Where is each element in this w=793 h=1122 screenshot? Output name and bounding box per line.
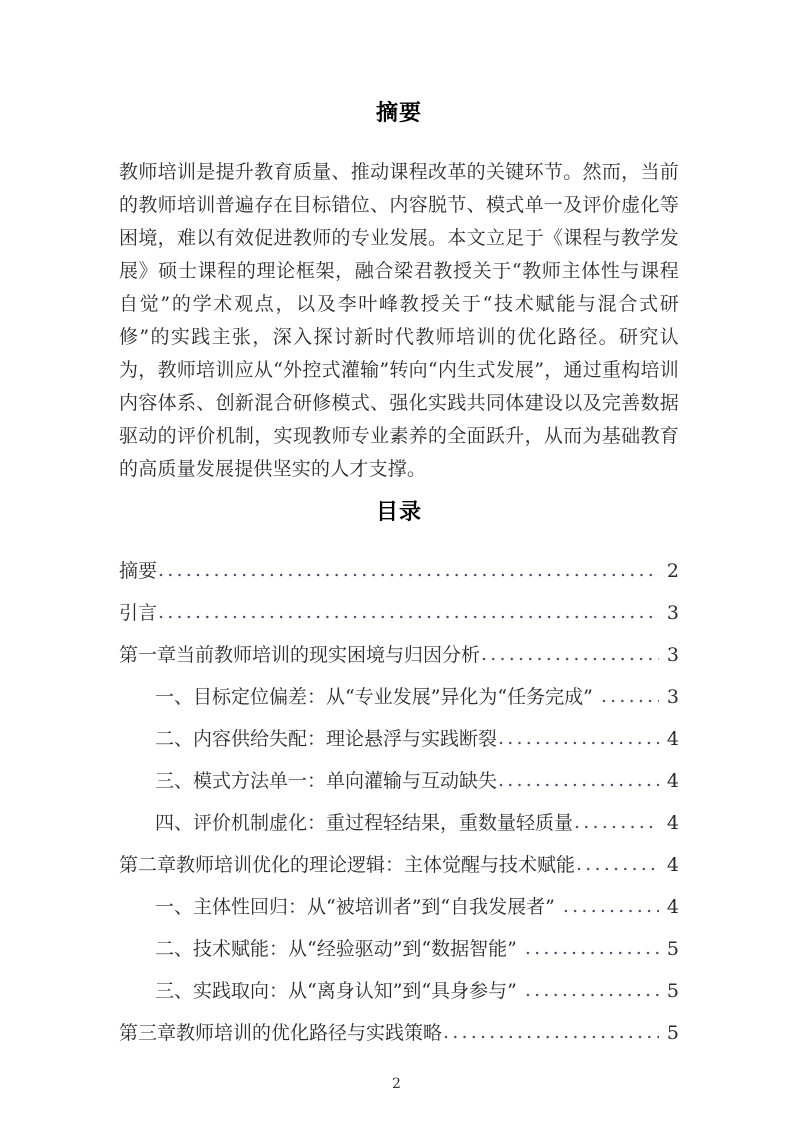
toc-entry-page-number: 5: [666, 937, 679, 960]
toc-entry[interactable]: [119, 550, 679, 592]
toc-entry-title: 第三章教师培训的优化路径与实践策略: [119, 1021, 443, 1044]
toc-dot-leader: [443, 1011, 659, 1053]
toc-entry[interactable]: [119, 634, 679, 676]
toc-dot-leader: [498, 759, 659, 801]
toc-dot-leader: [498, 717, 659, 759]
toc-dot-leader: [601, 675, 659, 717]
toc-entry-title: 三、模式方法单一：单向灌输与互动缺失: [155, 769, 498, 792]
toc-entry-title: 第二章教师培训优化的理论逻辑：主体觉醒与技术赋能: [119, 853, 576, 876]
toc-entry-page-number: 5: [666, 979, 679, 1002]
page-content: [119, 0, 679, 1054]
toc-dot-leader: [525, 969, 659, 1011]
toc-entry[interactable]: [119, 760, 679, 802]
toc-dot-leader: [525, 927, 659, 969]
toc-entry[interactable]: [119, 802, 679, 844]
toc-entry-title: 一、主体性回归：从“被培训者”到“自我发展者”: [155, 895, 555, 918]
toc-entry-title: 二、内容供给失配：理论悬浮与实践断裂: [155, 727, 498, 750]
toc-entry-page-number: 3: [666, 685, 679, 708]
toc-entry[interactable]: [119, 886, 679, 928]
toc-entry-page-number: 5: [666, 1021, 679, 1044]
toc-entry-page-number: 2: [666, 559, 679, 582]
toc-entry-title: 三、实践取向：从“离身认知”到“具身参与”: [155, 979, 517, 1002]
toc-entry[interactable]: [119, 718, 679, 760]
toc-dot-leader: [158, 549, 659, 591]
toc-dot-leader: [158, 591, 659, 633]
abstract-section: [119, 0, 679, 486]
toc-entry-title: 第一章当前教师培训的现实困境与归因分析: [119, 643, 481, 666]
toc-entry[interactable]: [119, 844, 679, 886]
toc-entry-title: 二、技术赋能：从“经验驱动”到“数据智能”: [155, 937, 517, 960]
toc-entry[interactable]: [119, 970, 679, 1012]
toc-entry-title: 引言: [119, 601, 158, 624]
toc-entry-page-number: 3: [666, 643, 679, 666]
abstract-body-text: 教师培训是提升教育质量、推动课程改革的关键环节。然而，当前的教师培训普遍存在目标错位、内容脱节、模式单一及评价虚化等困境，难以有效促进教师的专业发展。本文立足于《课程与教学发展》硕士课程的理论框架，融合梁君教授关于“教师主体性与课程自觉”的学术观点，以及李叶峰教授关于“技术赋能与混合式研修”的实践主张，深入探讨新时代教师培训的优化路径。研究认为，教师培训应从“外控式灌输”转向“内生式发展”，通过重构培训内容体系、创新混合研修模式、强化实践共同体建设以及完善数据驱动的评价机制，实现教师专业素养的全面跃升，从而为基础教育的高质量发展提供坚实的人才支撑。: [119, 161, 679, 481]
toc-list: [119, 550, 679, 1054]
toc-dot-leader: [574, 801, 659, 843]
toc-entry[interactable]: [119, 1012, 679, 1054]
toc-heading: 目录: [375, 499, 422, 526]
toc-entry-page-number: 4: [666, 895, 679, 918]
toc-entry-title: 四、评价机制虚化：重过程轻结果，重数量轻质量: [155, 811, 574, 834]
toc-entry-title: 摘要: [119, 559, 158, 582]
page-number-footer: 2: [392, 1076, 401, 1092]
toc-entry[interactable]: [119, 928, 679, 970]
abstract-heading: 摘要: [375, 100, 422, 126]
toc-section: [119, 486, 679, 1053]
toc-entry-page-number: 4: [666, 853, 679, 876]
toc-entry-page-number: 4: [666, 811, 679, 834]
toc-entry[interactable]: [119, 592, 679, 634]
toc-entry-title: 一、目标定位偏差：从“专业发展”异化为“任务完成”: [155, 685, 593, 708]
toc-dot-leader: [563, 885, 659, 927]
toc-dot-leader: [576, 843, 659, 885]
toc-dot-leader: [481, 633, 659, 675]
toc-entry[interactable]: [119, 676, 679, 718]
toc-entry-page-number: 4: [666, 769, 679, 792]
toc-entry-page-number: 3: [666, 601, 679, 624]
toc-entry-page-number: 4: [666, 727, 679, 750]
